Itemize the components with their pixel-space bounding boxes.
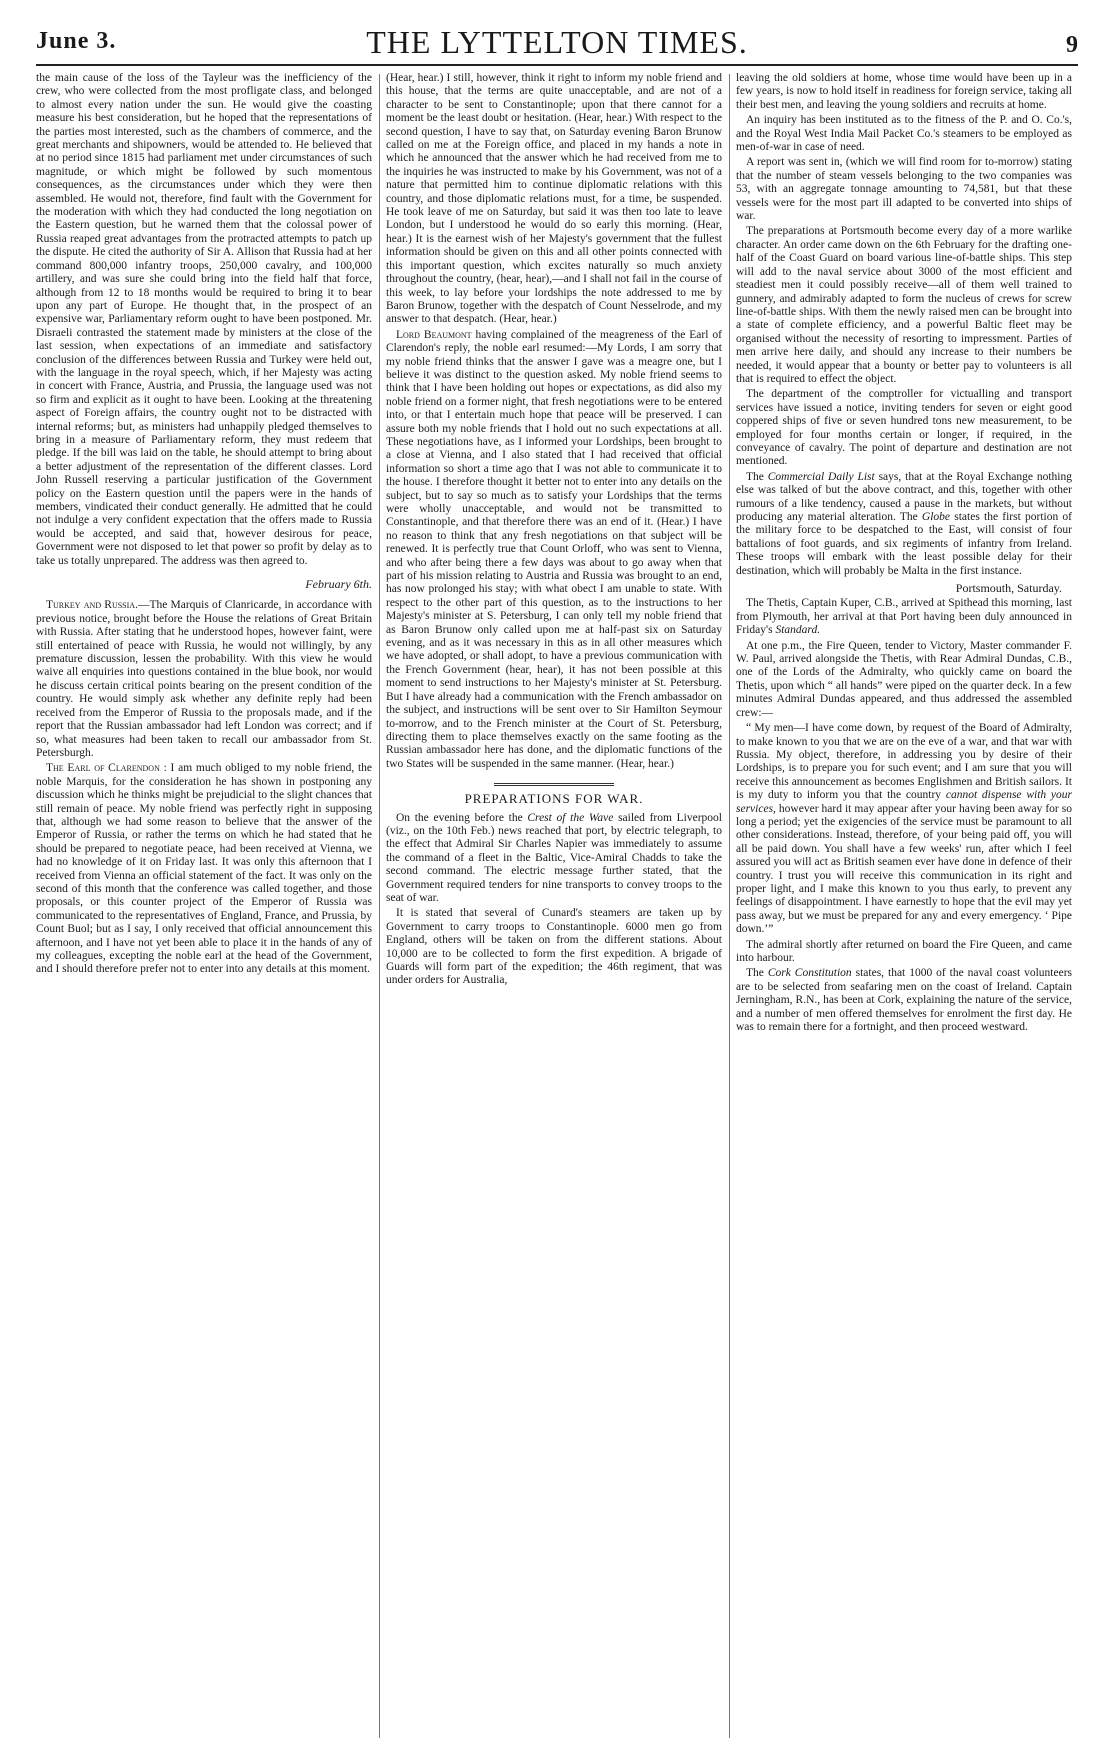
- paragraph: [736, 597, 1072, 637]
- masthead: [36, 18, 1078, 68]
- text-run: The Thetis, Captain Kuper, C.B., arrived at Spithead this morning, last from Plymouth, her arrival at that Port having been duly announced in Friday's: [736, 597, 1072, 637]
- ship-name: Crest of the Wave: [527, 811, 614, 824]
- column-1: [36, 72, 372, 1740]
- paragraph: At one p.m., the Fire Queen, tender to Victory, Master commander F. W. Paul, arrived alongside the Thetis, with Rear Admiral Dundas, C.B., one of the Lords of the Admiralty, who quickly came on board the Thetis, upon which “ all hands” were piped on the quarter deck. In a few minutes Admiral Dundas appeared, and thus addressed the assembled crew:—: [736, 639, 1072, 719]
- column-divider: [379, 74, 380, 1738]
- emphasis: cannot dispense with your services,: [736, 789, 1072, 815]
- paragraph-body: having complained of the meagreness of the Earl of Clarendon's reply, the noble earl resumed:—My Lords, I am sorry that my noble friend thinks that the answer I gave was a meagre one, but I believe it was distinct to the question asked. My noble friend seems to think that I have been holding out hopes or expectations, as did also my noble friend on a former night, that fresh negotiations were to be entered into, or that I entertain much hope that peace will be preserved. I can assure both my noble friends that I hold out no such expectations at all. These negotiations have, as I informed your Lordships, been brought to a close at Vienna, and I also stated that I had received that official information so short a time ago that I was not able to communicate it to the house. I therefore thought it better not to enter into any details on the subject, but to say so much as to satisfy your Lordships that the terms were wholly unacceptable, and would not be transmitted to Constantinople, and that therefore there was an end of it. (Hear.) I have no reason to think that any fresh negotiations on that subject will be renewed. It is perfectly true that Count Orloff, who was sent to Vienna, and who after being there a few days was about to go away when that part of his mission relating to Austria and Russia was brought to an end, has now prolonged his stay; with what obect I am unable to state. With respect to the other part of this question, as to the instructions to her Majesty's minister at S. Petersburg, I can only tell my noble friend that as Baron Brunow only called upon me at half-past six on Saturday evening, and as it was necessary in this as in all other measures which we have adopted, or shall adopt, to have a previous communication with the French Government (hear, hear), it has not been possible at this moment to send instructions to her Majesty's minister at St. Petersburg. But I have already had a communication with the French ambassador on the subject, and instructions will be sent over to Sir Hamilton Seymour to-morrow, and to the French minister at the Court of St. Petersburg, directing them to place themselves exactly on the same footing as the Russian ambassador here has done, and the diplomatic functions of the two States will be suspended in the same manner. (Hear, hear.): [386, 328, 722, 770]
- page-number: 9: [1066, 32, 1078, 58]
- place-dateline: Portsmouth, Saturday.: [955, 581, 1062, 596]
- paragraph-body: I am much obliged to my noble friend, the noble Marquis, for the consideration he has shown in postponing any discussion which he thinks might be prejudicial to the slight chances that still remain of peace. My noble friend was perfectly right in supposing that, although we had some reason to believe that the answer of the Emperor of Russia, or rather the terms on which he had stated that he should be prepared to negotiate peace, had been received at Vienna, we had no knowledge of it on Friday last. It was only this afternoon that I received from Vienna an official statement of the fact. It was only on the second of this month that the conference was called together, and those proposals, or this counter project of the Emperor of Russia was communicated to the representatives of England, France, and Prussia, by Count Buol; but as I say, I only received that official announcement this afternoon, and I have not yet been able to place it in the hands of any of my colleagues, excepting the noble earl at the head of the Government, and I should therefore prefer not to enter into any details at this moment.: [36, 762, 372, 976]
- issue-date: June 3.: [36, 28, 117, 54]
- section-heading-block: [386, 783, 722, 805]
- paragraph-lead: Turkey and Russia.: [46, 599, 138, 612]
- column-divider: [729, 74, 730, 1738]
- paragraph: leaving the old soldiers at home, whose time would have been up in a few years, is now to hold itself in readiness for foreign service, taking all their best men, and leaving the young soldiers and recruits at home.: [736, 72, 1072, 111]
- paragraph-lead: The Earl of Clarendon :: [46, 762, 167, 775]
- paragraph: A report was sent in, (which we will find room for to-morrow) stating that the number of steam vessels belonging to the two companies was 53, with an aggregate tonnage amounting to 74,581, but that these vessels were for the most part ill adapted to be converted into ships of war.: [736, 156, 1072, 223]
- text-run: states, that 1000 of the naval coast volunteers are to be selected from seafaring men on the coast of Ireland. Captain Jerningham, R.N., has been at Cork, explaining the nature of the service, and a number of men offered themselves for enrolment the first day. He was to remain there for a fortnight, and then proceed westward.: [736, 967, 1072, 1034]
- paragraph: [36, 762, 372, 977]
- publication-name: Standard.: [775, 624, 821, 637]
- paragraph: [736, 722, 1072, 937]
- paragraph: [36, 599, 372, 760]
- paragraph: An inquiry has been instituted as to the fitness of the P. and O. Co.'s, and the Royal West India Mail Packet Co.'s steamers to be employed as men-of-war in case of need.: [736, 114, 1072, 154]
- paragraph: The admiral shortly after returned on board the Fire Queen, and came into harbour.: [736, 938, 1072, 964]
- paragraph-lead: Lord Beaumont: [396, 328, 472, 341]
- text-run: The: [746, 967, 768, 980]
- paragraph: [736, 471, 1072, 578]
- paragraph: [386, 812, 722, 906]
- heading-rule: [494, 783, 614, 786]
- column-2: [386, 72, 722, 1740]
- dateline: February 6th.: [305, 577, 372, 592]
- publication-name: Commercial Daily List: [767, 470, 875, 483]
- section-heading: PREPARATIONS FOR WAR.: [464, 791, 644, 807]
- paragraph: [736, 967, 1072, 1034]
- paragraph: The preparations at Portsmouth become every day of a more warlike character. An order came down on the 6th February for the drafting one-half of the Coast Guard on board various line-of-battle ships. This step will add to the naval service about 3000 of the most efficient and steadiest men it could possibly receive—all of them well trained to gunnery, and admirably adapted to form the nucleus of crews for screw line-of-battle ships. With them the newly raised men can be brought into a state of complete efficiency, and a powerful Baltic fleet may be organised without the necessity of resorting to impressment. Parties of men arrive here daily, and should any increase to their numbers be needed, it would appear that a bounty or better pay to volunteers is all that is required to effect the object.: [736, 225, 1072, 385]
- text-run: The: [746, 470, 768, 483]
- text-run: “ My men—I have come down, by request of the Board of Admiralty, to make known to you that we are on the eve of a war, and that war with Russia. My object, therefore, in addressing you by desire of their Lordships, is to prepare you for such event; and I am sure that you will receive this announcement as becomes Englishmen and British sailors. It is my duty to inform you that the country: [736, 722, 1072, 802]
- text-run: however hard it may appear after your having been away for so long a period; yet the exigencies of the service must be paramount to all other considerations. Instead, therefore, of your being paid off, you will all be paid down. You shall have a few weeks' run, after which I feel assured you will act as British seamen ever have done in defence of their country. I trust you will receive this communication in its right and proper light, and I make this known to you thus early, to prevent any feelings of disappointment. I have earnestly to hope that the evil may yet pass away, but we must be prepared for any and every emergency. ‘ Pipe down.’”: [736, 802, 1072, 936]
- text-run: sailed from Liverpool (viz., on the 10th Feb.) news reached that port, by electric telegraph, to the effect that Admiral Sir Charles Napier was immediately to assume the command of a fleet in the Baltic, Vice-Amiral Chadds to take the second command. The electric message further stated, that the Government required tenders for nine transports to convey troops to the seat of war.: [386, 811, 722, 904]
- column-3: [736, 72, 1072, 1740]
- publication-name: Cork Constitution: [767, 967, 852, 980]
- text-run: On the evening before the: [396, 811, 528, 824]
- masthead-rule: [36, 64, 1078, 66]
- publication-name: Globe: [921, 511, 951, 523]
- text-run: states the first portion of the military force to be despatched to the East, will consist of four battalions of foot guards, and six regiments of infantry from Ireland. These troops will embark with the least possible delay for their destination, which will probably be Malta in the first instance.: [736, 511, 1072, 577]
- paragraph: It is stated that several of Cunard's steamers are taken up by Government to carry troops to Constantinople. 6000 men go from England, others will be taken on from the different stations. About 10,000 are to be collected to form the first expedition. A brigade of Guards will form part of the expedition; the 46th regiment, that was under orders for Australia,: [386, 907, 722, 987]
- paragraph-body: —The Marquis of Clanricarde, in accordance with previous notice, brought before the House the relations of Great Britain with Russia. After stating that he understood hopes, however faint, were still entertained of peace with Russia, he would not willingly, by any premature discussion, lessen the probability. With this view he would waive all enquiries into questions contained in the blue book, nor would he discuss certain critical points bearing on the present condition of the country. He would simply ask whether any definite reply had been received from the Emperor of Russia to the proposals made, and if the report that the Russian ambassador had left London was correct; and if so, what measures had been taken to recall our ambassador from St. Petersburgh.: [36, 599, 372, 759]
- text-run: says, that at the Royal Exchange nothing else was talked of but the above contract, and this, together with other rumours of a like tendency, caused a pause in the markets, but without producing any material alteration. The: [736, 470, 1072, 523]
- paragraph: The department of the comptroller for victualling and transport services have issued a notice, inviting tenders for seven or eight good coppered ships of five or seven hundred tons new measurement, to be employed for four months certain or longer, if required, in the conveyance of cavalry. The point of departure and destination are not mentioned.: [736, 388, 1072, 468]
- paragraph: the main cause of the loss of the Tayleur was the inefficiency of the crew, who were collected from the most profligate class, and belonged to almost every nation under the sun. He would give the coasting measure his best consideration, but he hoped that the representations of the parties most interested, such as the chambers of commerce, and the great merchants and shipowners, would be attended to. He believed that at no period since 1815 had parliament met under circumstances of such magnitude, or which might be followed by such momentous consequences, as the circumstances under which they were then assembled. He would not, therefore, find fault with the Government for the moderation with which they had conducted the long negotiation on the Eastern question, but he warned them that the colossal power of Russia reaped great advantages from the protracted attempts to patch up the dispute. He cited the authority of Sir A. Allison that Russia had at her command 800,000 infantry troops, 250,000 cavalry, and 100,000 artillery, and was sure she could bring into the field half that force, although from 12 to 18 months would be required to bring it to bear upon any part of Europe. He thought that, in the prospect of an expensive war, Parliamentary reform ought to have been postponed. Mr. Disraeli contrasted the statement made by ministers at the close of the last session, when expectations of an immediate and satisfactory conclusion of the differences between Russia and Turkey were held out, with the language in the royal speech, which, if her Majesty was acting in concert with France, Austria, and Prussia, the language used was not so firm and explicit as it ought to have been. Looking at the threatening aspect of Foreign affairs, the country ought not to be distracted with internal reforms; but, as ministers had unhappily pledged themselves to bring in a measure of Parliamentary reform, they must redeem that pledge. If the bill was laid on the table, he should attempt to bring about a better adjustment of the representation of the different classes. Lord John Russell reserving a particular justification of the Government policy on the Eastern question until the papers were in the hands of members, vindicated their conduct generally. He admitted that he could not indulge a very confident expectation that the offers made to Russia would be accepted, and said that, however desirous for peace, Government were not disposed to let that power so profit by delay as to take us totally unprepared. The address was then agreed to.: [36, 72, 372, 567]
- paragraph: [386, 329, 722, 771]
- paragraph: (Hear, hear.) I still, however, think it right to inform my noble friend and this house, that the terms are quite unacceptable, and are not of a character to be sent to Constantinople; upon that there cannot for a moment be the least doubt or hesitation. (Hear, hear.) With respect to the second question, I have to say that, on Saturday evening Baron Brunow called on me at the Foreign office, and placed in my hands a note in which he announced that the answer which he had received from me to the inquiries he was instructed to make by his Government, was not of a nature that permitted him to continue diplomatic relations with this country, and those diplomatic relations must, for a time, be suspended. He took leave of me on Saturday, but said it was then too late to leave London, but I understood he would do so early this morning. (Hear, hear.) It is the earnest wish of her Majesty's government that the fullest information should be given on this and all other points connected with this important question, which excites naturally so much anxiety throughout the country, (hear, hear),—and I shall not fail in the course of this week, to lay before your lordships the note addressed to me by Baron Brunow, together with the despatch of Count Nesselrode, and my answer to that despatch. (Hear, hear.): [386, 72, 722, 326]
- newspaper-title: THE LYTTELTON TIMES.: [366, 24, 748, 60]
